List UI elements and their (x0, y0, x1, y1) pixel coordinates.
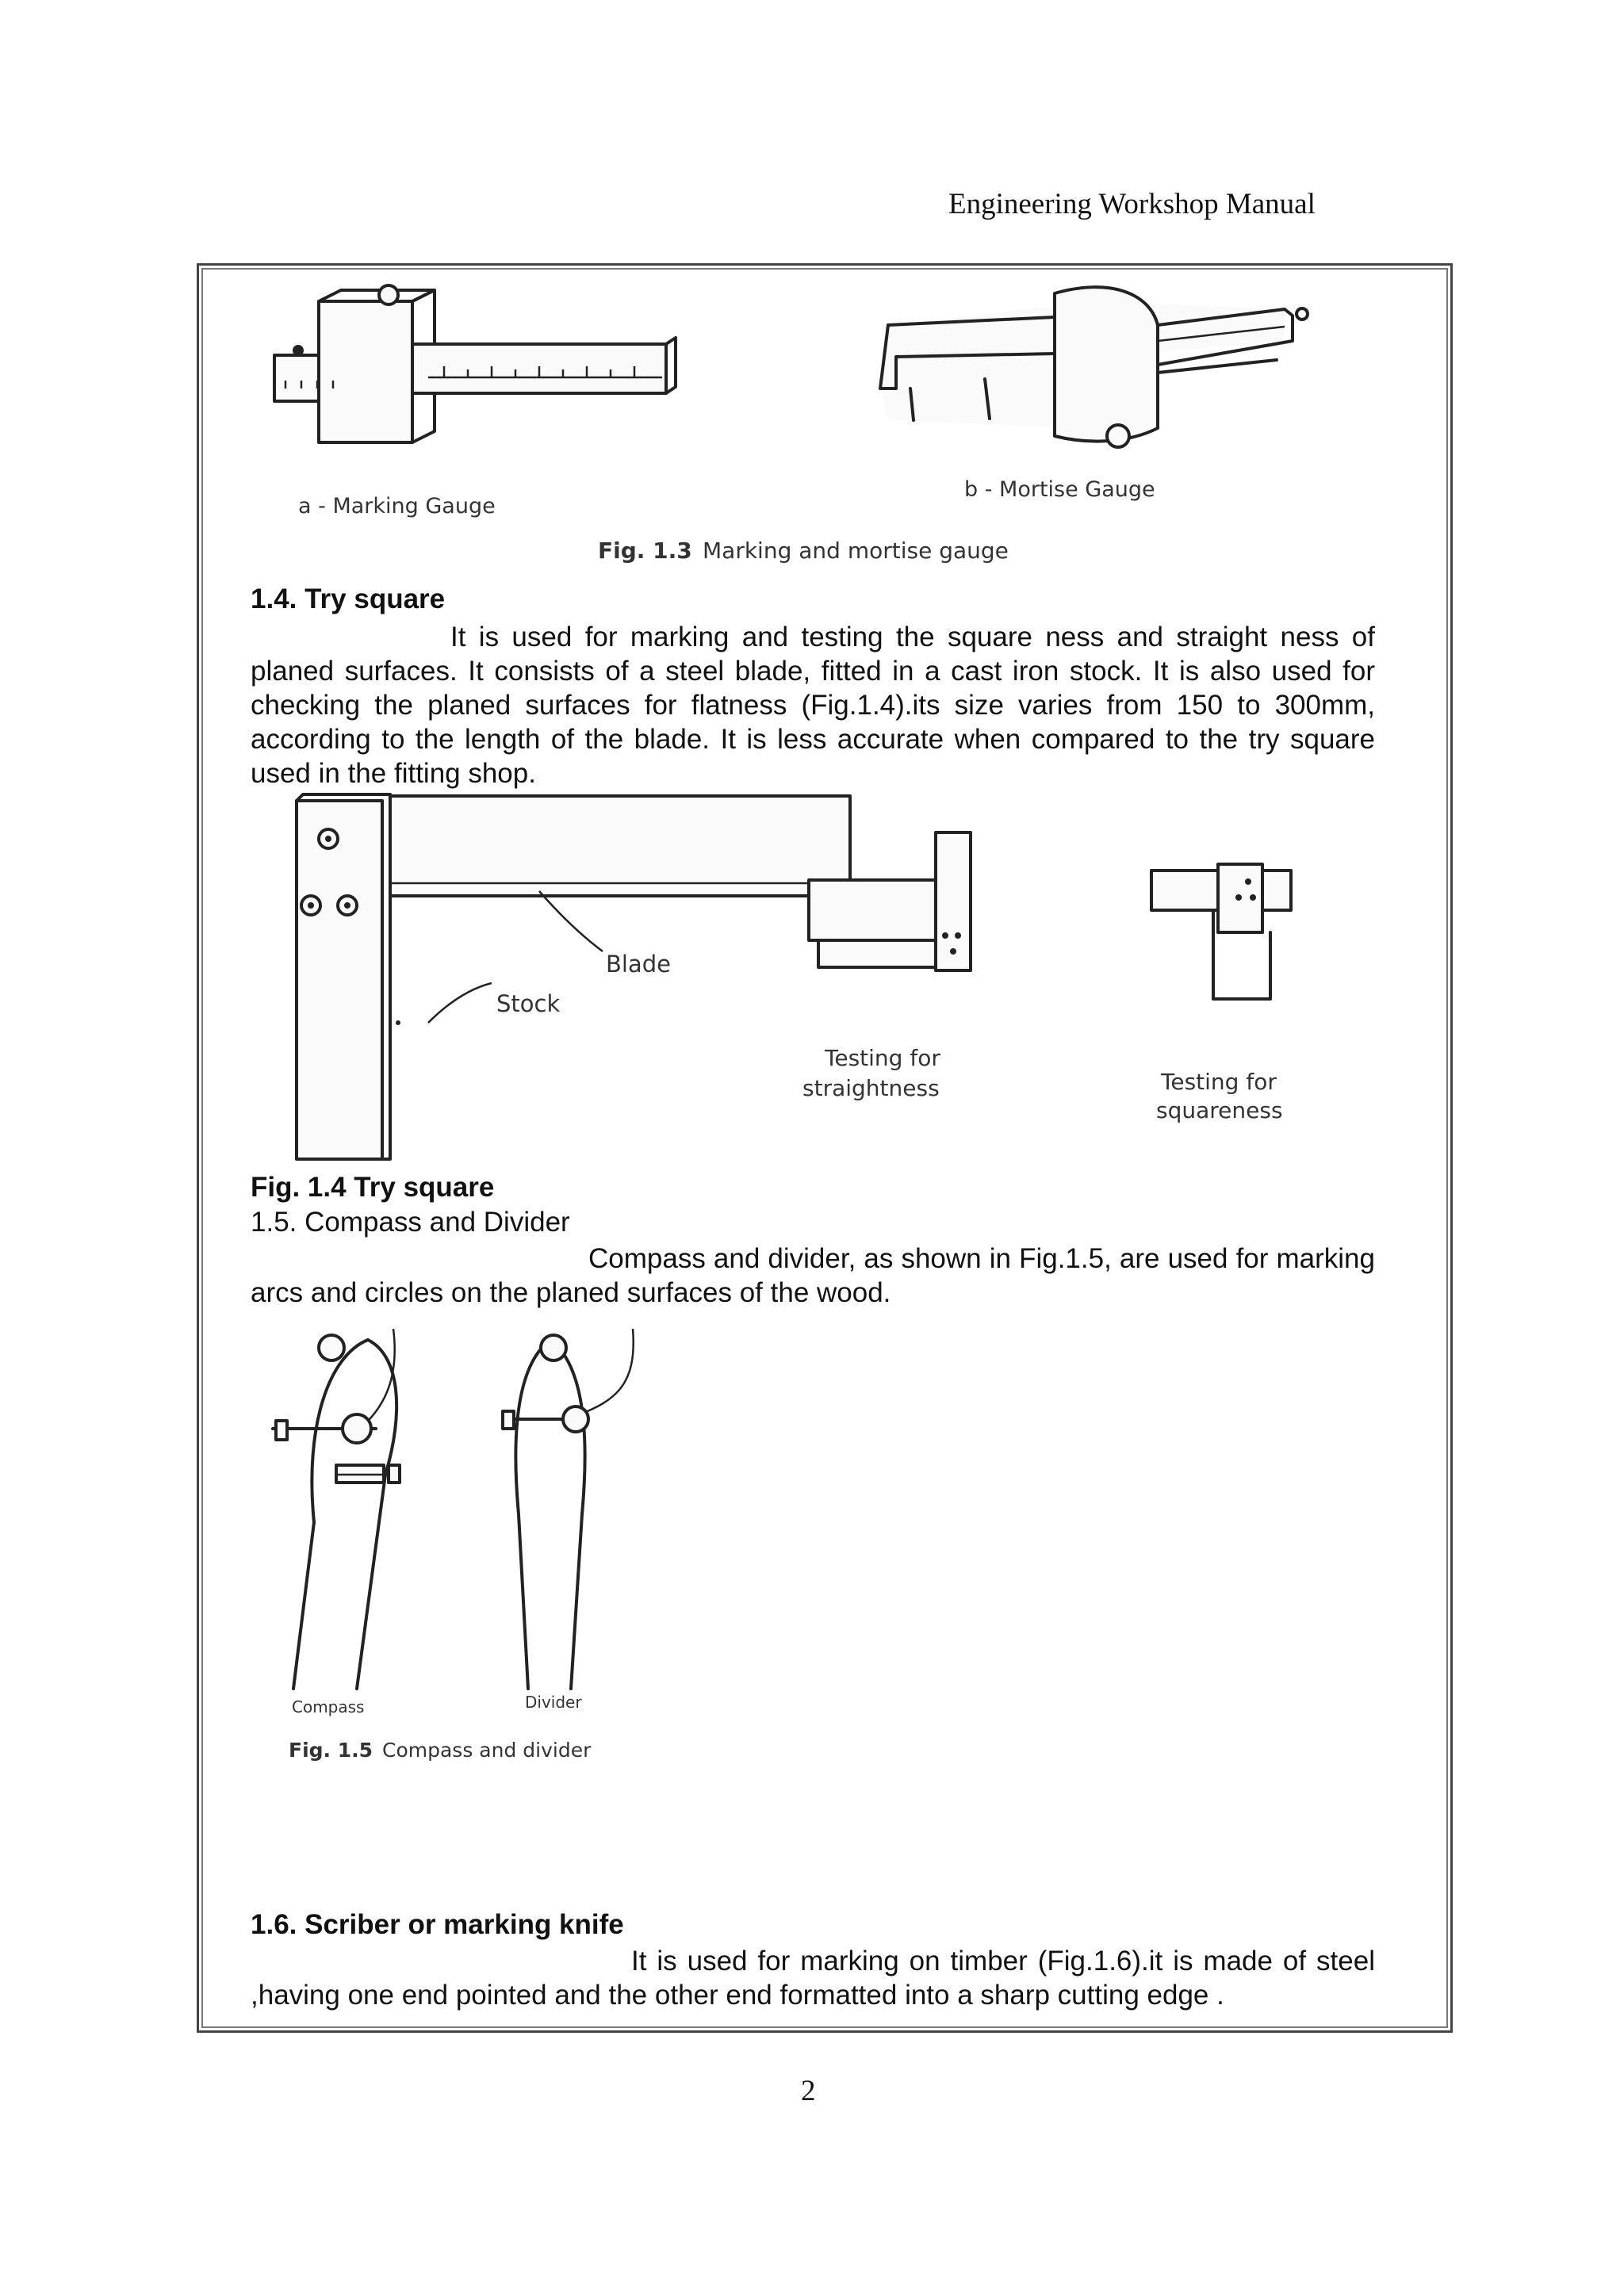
marking-gauge-label: a - Marking Gauge (298, 494, 496, 519)
section-1-6-heading: 1.6. Scriber or marking knife (251, 1909, 624, 1940)
marking-gauge-drawing (274, 285, 676, 442)
compass-label: Compass (292, 1697, 365, 1716)
section-1-6-body: It is used for marking on timber (Fig.1.6).it is made of steel ,having one end pointed and the other end formatted into a sharp cutting edge . (251, 1946, 1375, 2011)
squareness-label-line1: Testing for (1161, 1069, 1277, 1095)
section-1-5-heading: 1.5. Compass and Divider (251, 1207, 570, 1238)
straightness-label-line1: Testing for (825, 1045, 940, 1071)
fig-1-5-caption-number: Fig. 1.5 (289, 1739, 373, 1762)
divider-label: Divider (525, 1693, 582, 1712)
fig-1-5-caption-text: Compass and divider (382, 1739, 592, 1762)
mortise-gauge-label: b - Mortise Gauge (964, 477, 1155, 502)
fig-1-4-caption: Fig. 1.4 Try square (251, 1172, 495, 1203)
straightness-label-line2: straightness (802, 1075, 940, 1101)
mortise-gauge-drawing (880, 287, 1308, 447)
blade-label: Blade (606, 951, 671, 978)
try-square-drawing (297, 794, 850, 1159)
figure-1-5 (249, 1316, 661, 1776)
squareness-label-line2: squareness (1156, 1097, 1283, 1123)
fig-1-3-caption-text: Marking and mortise gauge (703, 538, 1009, 564)
section-1-5-body: Compass and divider, as shown in Fig.1.5, are used for marking arcs and circles on the planed surfaces of the wood. (251, 1243, 1375, 1308)
divider-drawing (503, 1329, 634, 1689)
squareness-test-drawing (1151, 864, 1291, 999)
figure-1-3 (262, 277, 1372, 579)
compass-drawing (273, 1329, 400, 1689)
page-number: 2 (801, 2075, 816, 2107)
fig-1-3-caption-number: Fig. 1.3 (598, 538, 692, 564)
stock-label: Stock (496, 990, 561, 1017)
section-1-4-body: It is used for marking and testing the square ness and straight ness of planed surfaces. It consists of a steel blade, fitted in a cast iron stock. It is also used for checking the planed surfaces for flatness (Fig.1.4).its size varies from 150 to 300mm, according to the length of the blade. It is less accurate when compared to the try square used in the fitting shop. (251, 622, 1375, 789)
running-header: Engineering Workshop Manual (948, 188, 1316, 220)
figure-1-4 (270, 785, 1380, 1165)
section-1-4-heading: 1.4. Try square (251, 584, 446, 614)
